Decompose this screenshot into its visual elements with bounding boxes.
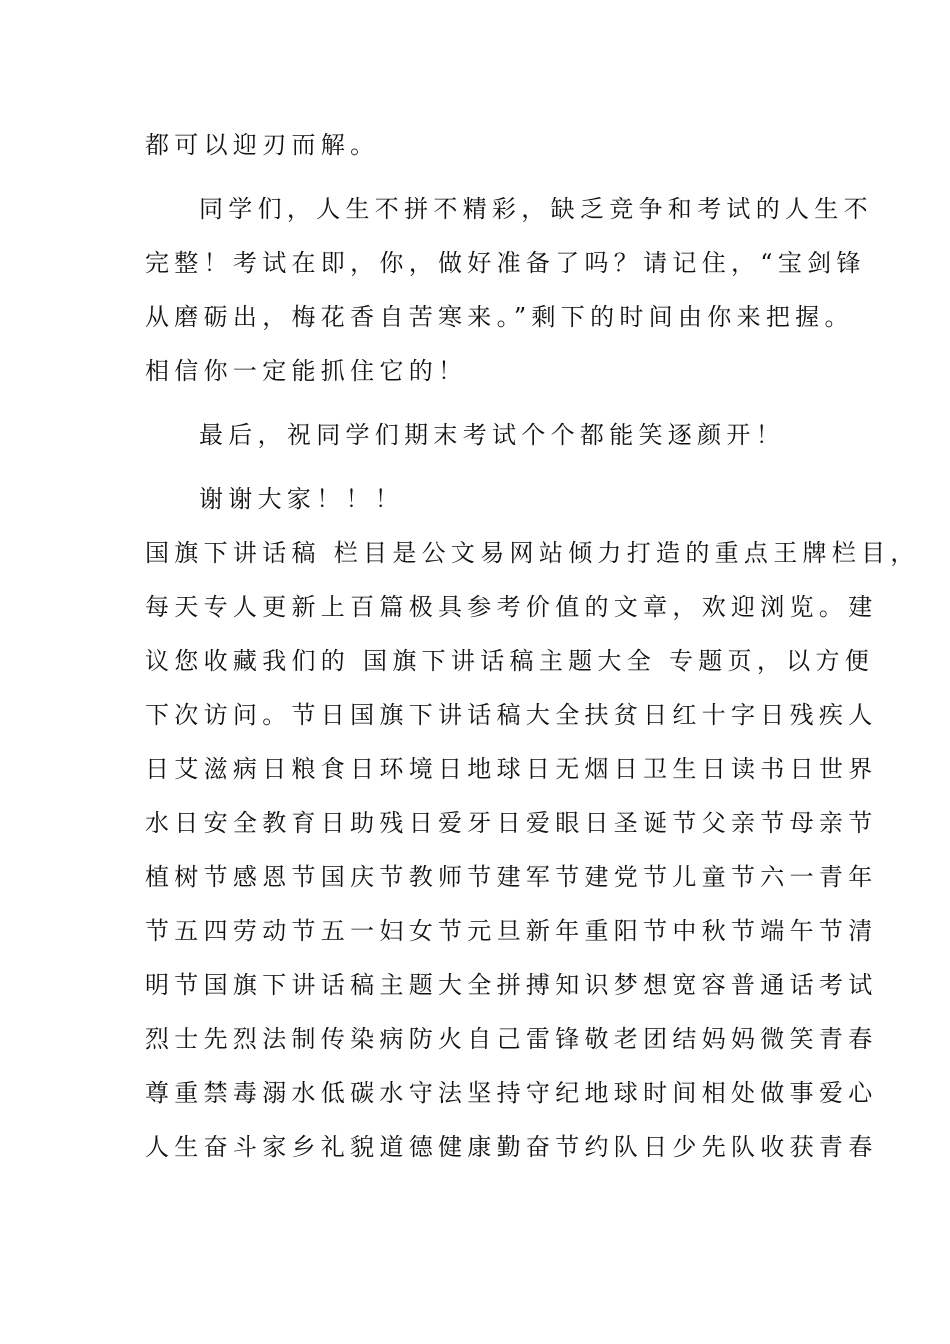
promo-line: 日艾滋病日粮食日环境日地球日无烟日卫生日读书日世界 <box>145 755 878 783</box>
paragraph-line: 相信你一定能抓住它的！ <box>145 357 468 385</box>
promo-line: 节五四劳动节五一妇女节元旦新年重阳节中秋节端午节清 <box>145 917 878 945</box>
promo-line: 明节国旗下讲话稿主题大全拼搏知识梦想宽容普通话考试 <box>145 971 878 999</box>
paragraph-line: 从磨砺出，梅花香自苦寒来。”剩下的时间由你来把握。 <box>145 303 854 331</box>
promo-line: 植树节感恩节国庆节教师节建军节建党节儿童节六一青年 <box>145 863 878 891</box>
closing-wish-line: 最后，祝同学们期末考试个个都能笑逐颜开！ <box>199 421 785 449</box>
paragraph-line: 完整！考试在即，你，做好准备了吗？请记住，“宝剑锋 <box>145 249 866 277</box>
promo-line: 国旗下讲话稿 栏目是公文易网站倾力打造的重点王牌栏目， <box>145 539 920 567</box>
thanks-line: 谢谢大家！！！ <box>199 485 405 513</box>
paragraph-line: 都可以迎刃而解。 <box>145 131 380 159</box>
promo-line: 尊重禁毒溺水低碳水守法坚持守纪地球时间相处做事爱心 <box>145 1079 878 1107</box>
promo-line: 下次访问。节日国旗下讲话稿大全扶贫日红十字日残疾人 <box>145 701 878 729</box>
promo-line: 议您收藏我们的 国旗下讲话稿主题大全 专题页，以方便 <box>145 647 875 675</box>
paragraph-line: 同学们，人生不拼不精彩，缺乏竞争和考试的人生不 <box>199 195 873 223</box>
promo-line: 水日安全教育日助残日爱牙日爱眼日圣诞节父亲节母亲节 <box>145 809 878 837</box>
promo-line: 烈士先烈法制传染病防火自己雷锋敬老团结妈妈微笑青春 <box>145 1025 878 1053</box>
document-body <box>145 126 920 1182</box>
promo-line: 人生奋斗家乡礼貌道德健康勤奋节约队日少先队收获青春 <box>145 1133 878 1161</box>
promo-line: 每天专人更新上百篇极具参考价值的文章，欢迎浏览。建 <box>145 593 878 621</box>
